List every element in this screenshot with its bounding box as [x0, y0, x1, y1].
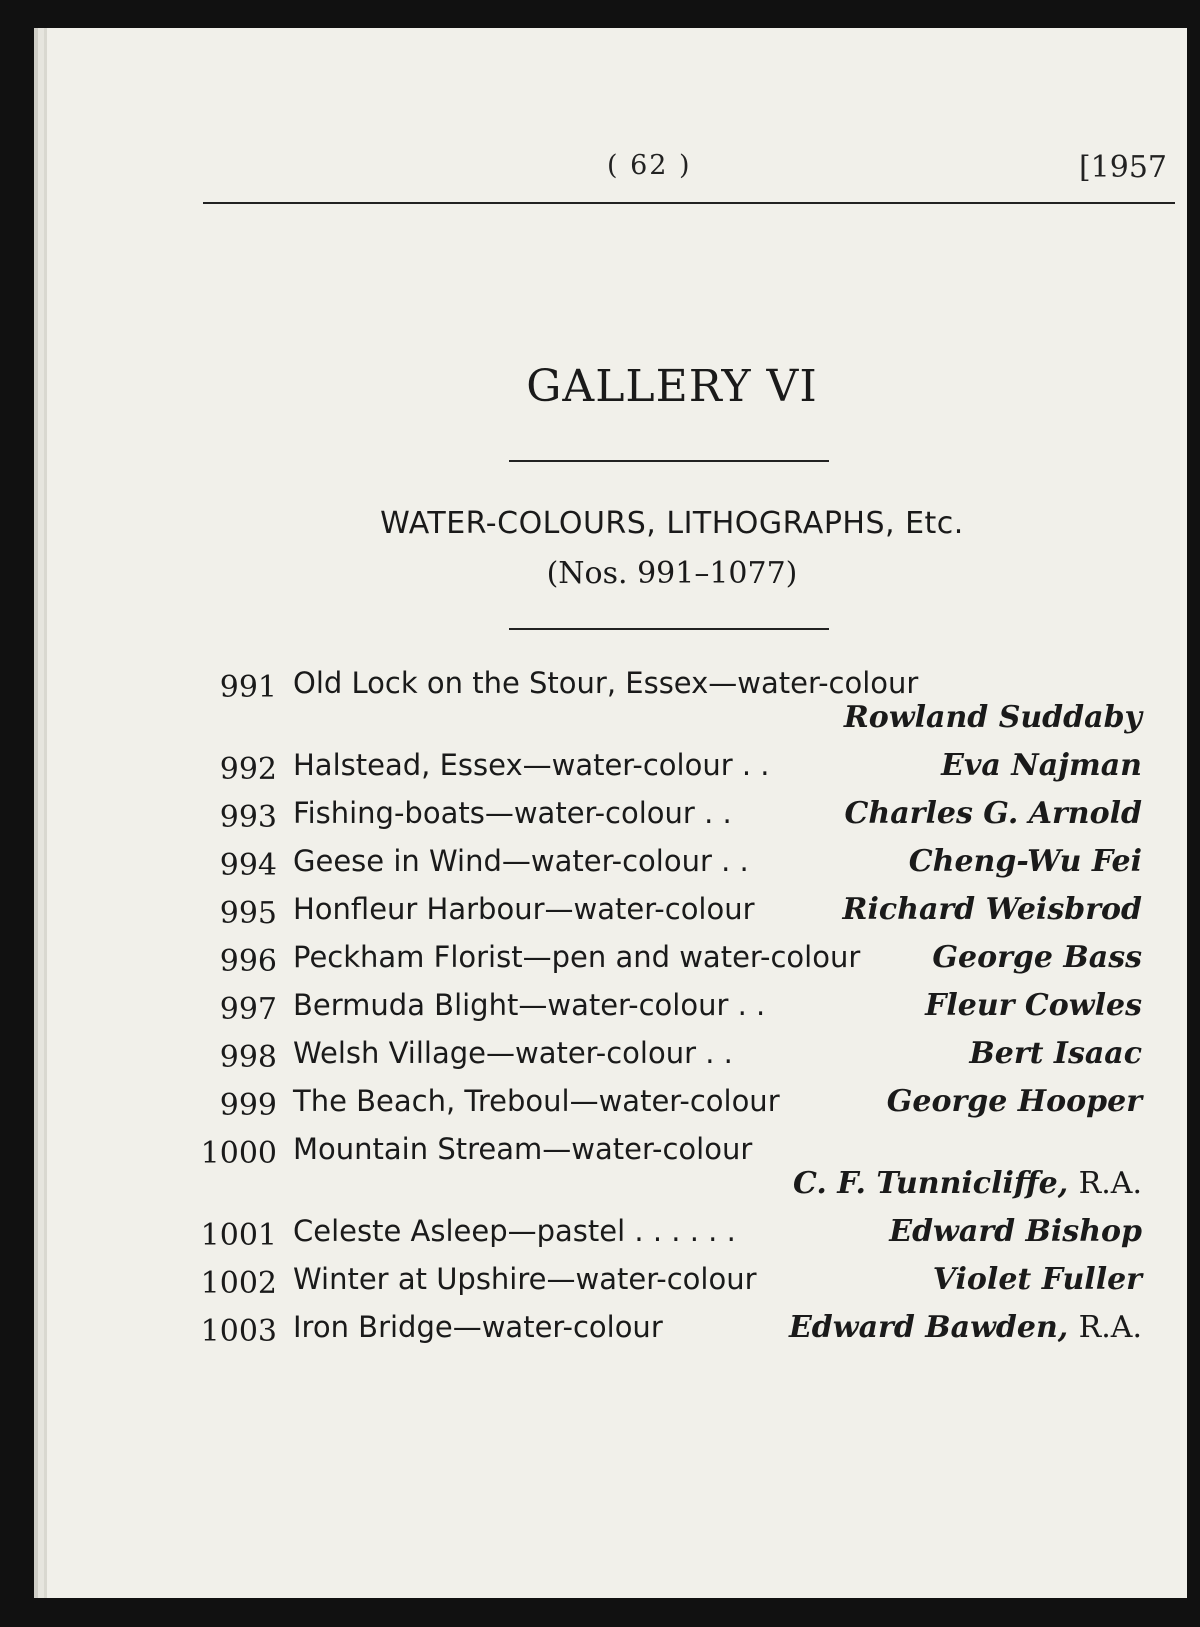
- entry-number: 992: [219, 752, 277, 787]
- list-item: [177, 1036, 1142, 1084]
- artist-name: George Hooper: [886, 1084, 1142, 1119]
- list-item: [177, 796, 1142, 844]
- entry-artist: [909, 844, 1142, 879]
- entry-description: Peckham Florist—pen and water-colour: [293, 940, 861, 974]
- section-subtitle: WATER-COLOURS, LITHOGRAPHS, Etc.: [380, 506, 964, 541]
- entry-number: 1002: [200, 1266, 277, 1301]
- entry-description: Honfleur Harbour—water-colour: [293, 892, 755, 926]
- entry-description: Iron Bridge—water-colour: [293, 1310, 663, 1344]
- artist-name: Cheng-Wu Fei: [908, 844, 1142, 879]
- entry-description: Celeste Asleep—pastel . . . . . .: [293, 1214, 736, 1248]
- entry-artist: [887, 1084, 1142, 1119]
- number-range: (Nos. 991–1077): [546, 556, 798, 591]
- list-item: [177, 940, 1142, 988]
- artist-name: Rowland Suddaby: [843, 700, 1142, 735]
- artist-name: Fleur Cowles: [925, 988, 1142, 1023]
- list-item: [177, 1262, 1142, 1310]
- entry-artist: [941, 748, 1142, 783]
- entry-artist: [889, 1214, 1142, 1249]
- artist-honour: R.A.: [1078, 1166, 1142, 1201]
- entry-description: Mountain Stream—water-colour: [293, 1132, 753, 1166]
- entry-description: The Beach, Treboul—water-colour: [293, 1084, 780, 1118]
- artist-name: Edward Bawden,: [788, 1310, 1069, 1345]
- entry-number: 1003: [200, 1314, 277, 1349]
- entry-artist: [969, 1036, 1142, 1071]
- year-label: [1957: [1078, 150, 1167, 185]
- entry-description: Welsh Village—water-colour . .: [293, 1036, 733, 1070]
- title-rule: [509, 460, 829, 462]
- entry-artist: [843, 892, 1142, 927]
- entry-description: Geese in Wind—water-colour . .: [293, 844, 749, 878]
- artist-name: George Bass: [932, 940, 1142, 975]
- gallery-title: GALLERY VI: [526, 361, 818, 412]
- entry-number: 1000: [200, 1136, 277, 1171]
- entry-artist: [933, 1262, 1142, 1297]
- artist-honour: R.A.: [1078, 1310, 1142, 1345]
- entry-artist: [789, 1310, 1142, 1345]
- entry-artist: [793, 1166, 1142, 1201]
- entry-artist: [932, 940, 1142, 975]
- entry-artist: [845, 796, 1142, 831]
- entry-description: Halstead, Essex—water-colour . .: [293, 748, 770, 782]
- subtitle-rule: [509, 628, 829, 630]
- entry-number: 991: [219, 670, 277, 705]
- entry-number: 993: [219, 800, 277, 835]
- artist-name: Richard Weisbrod: [842, 892, 1142, 927]
- list-item: [177, 988, 1142, 1036]
- entry-number: 996: [219, 944, 277, 979]
- entry-description: Winter at Upshire—water-colour: [293, 1262, 757, 1296]
- artist-name: Violet Fuller: [932, 1262, 1142, 1297]
- entry-description: Old Lock on the Stour, Essex—water-colour: [293, 666, 919, 700]
- artist-name: Bert Isaac: [969, 1036, 1142, 1071]
- list-item: [177, 1214, 1142, 1262]
- page-header: [47, 150, 1187, 190]
- entry-artist: [844, 700, 1142, 735]
- entry-number: 997: [219, 992, 277, 1027]
- list-item: [177, 748, 1142, 796]
- artist-name: Charles G. Arnold: [844, 796, 1142, 831]
- list-item: [177, 1084, 1142, 1132]
- entry-number: 995: [219, 896, 277, 931]
- entry-number: 999: [219, 1088, 277, 1123]
- list-item: [177, 1310, 1142, 1358]
- entry-number: 994: [219, 848, 277, 883]
- entry-number: 1001: [200, 1218, 277, 1253]
- page-number: ( 62 ): [607, 150, 692, 181]
- entry-artist: [925, 988, 1142, 1023]
- list-item: [177, 892, 1142, 940]
- artist-name: Edward Bishop: [889, 1214, 1142, 1249]
- artist-name: Eva Najman: [941, 748, 1142, 783]
- entry-list: [177, 666, 1142, 1358]
- list-item: [177, 666, 1142, 748]
- list-item: [177, 844, 1142, 892]
- entry-description: Bermuda Blight—water-colour . .: [293, 988, 766, 1022]
- list-item: [177, 1132, 1142, 1214]
- catalogue-page: [44, 28, 1187, 1598]
- entry-description: Fishing-boats—water-colour . .: [293, 796, 732, 830]
- header-rule: [203, 202, 1175, 204]
- artist-name: C. F. Tunnicliffe,: [793, 1166, 1069, 1201]
- entry-number: 998: [219, 1040, 277, 1075]
